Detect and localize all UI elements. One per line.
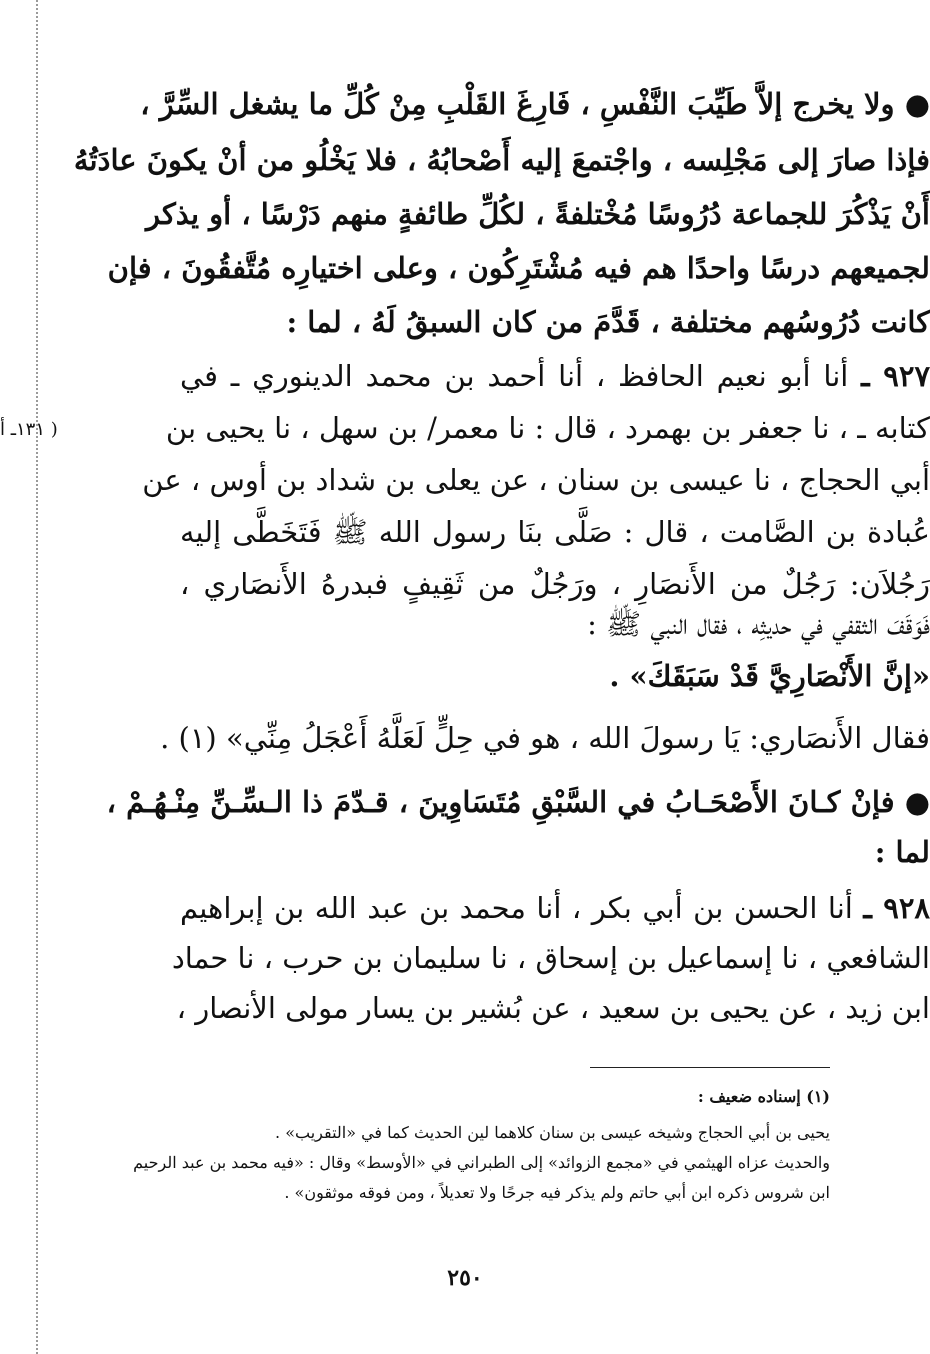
paragraph2-line-2: لما :	[874, 835, 930, 869]
hadith927-line-2: كتابه ـ ، نا جعفر بن بهمرد ، قال : نا معمر/ بن سهل ، نا يحيى بن	[165, 411, 930, 445]
footnote-separator	[590, 1067, 830, 1068]
page-number: ٢٥٠	[447, 1265, 483, 1291]
paragraph2-line-1: ● فإنْ كـانَ الأَصْحَـابُ في السَّبْقِ مُتَسَاوِينَ ، قـدّمَ ذا الـسِّـنِّ مِنْـهُـمْ ،	[106, 785, 930, 819]
hadith927-line-3: أبي الحجاج ، نا عيسى بن سنان ، عن يعلى بن شداد بن أوس ، عن	[142, 463, 930, 497]
hadith-number-928: ٩٢٨ ـ	[863, 891, 930, 925]
hadith-number-927: ٩٢٧ ـ	[861, 359, 930, 393]
hadith927-line-6: فَوَقَفَ الثقفي في حديثِه ، فقال النبي ﷺ :	[587, 607, 930, 641]
hadith928-line-1: ٩٢٨ ـ أنا الحسن بن أبي بكر ، أنا محمد بن عبد الله بن إبراهيم	[180, 891, 930, 925]
bullet-icon: ●	[904, 785, 930, 819]
footnote-line-3: ابن شروس ذكره ابن أبي حاتم ولم يذكر فيه جرحًا ولا تعديلاً ، ومن فوقه موثقون» .	[284, 1183, 830, 1202]
footnote-line-2: والحديث عزاه الهيثمي في «مجمع الزوائد» إلى الطبراني في «الأوسط» وقال : «فيه محمد بن عبد الرحيم	[133, 1153, 830, 1172]
page-edge-dotted-line	[36, 0, 38, 1354]
hadith928-line-2: الشافعي ، نا إسماعيل بن إسحاق ، نا سليمان بن حرب ، نا حماد	[171, 941, 930, 975]
hadith927-reply: فقال الأَنصَاري: يَا رسولَ الله ، هو في حِلٍّ لَعَلَّهُ أَعْجَلُ مِنِّي» (١) .	[160, 721, 930, 755]
paragraph1-line-1: ● ولا يخرج إلاَّ طَيِّبَ النَّفْسِ ، فَارِغَ القَلْبِ مِنْ كُلِّ ما يشغل السِّرَّ ،	[140, 87, 930, 121]
footnote-heading: (١) إسناده ضعيف :	[697, 1087, 830, 1106]
hadith928-line-3: ابن زيد ، عن يحيى بن سعيد ، عن بُشير بن يسار مولى الأنصار ،	[176, 991, 930, 1025]
paragraph1-line-3: أَنْ يَذْكُرَ للجماعة دُرُوسًا مُخْتلفةً ، لكُلِّ طائفةٍ منهم دَرْسًا ، أو يذكر	[145, 197, 930, 231]
paragraph1-line-5: كانت دُرُوسُهم مختلفة ، قَدَّمَ من كان السبقُ لَهُ ، لما :	[286, 305, 930, 339]
hadith927-line-5: رَجُلاَن: رَجُلٌ من الأَنصَارِ ، ورَجُلٌ من ثَقِيفٍ فبدرهُ الأَنصَاري ،	[180, 567, 930, 601]
bullet-icon: ●	[904, 87, 930, 121]
paragraph1-line-4: لجميعهم درسًا واحدًا هم فيه مُشْتَرِكُون ، وعلى اختيارِه مُتَّفقُونَ ، فإن	[107, 251, 930, 285]
hadith927-line-4: عُبادة بن الصَّامت ، قال : صَلَّى بنَا رسول الله ﷺ فَتَخَطَّى إليه	[180, 515, 930, 549]
hadith927-line-1: ٩٢٧ ـ أنا أبو نعيم الحافظ ، أنا أحمد بن محمد الدينوري ـ في	[180, 359, 930, 393]
margin-manuscript-reference: ( ١٣١ـ أ	[0, 419, 58, 440]
paragraph1-line-2: فإذا صارَ إلى مَجْلِسه ، واجْتمعَ إليه أَصْحابُهُ ، فلا يَخْلُو من أنْ يكونَ عادَتُهُ	[73, 143, 930, 177]
hadith927-quote: «إنَّ الأَنْصَارِيَّ قَدْ سَبَقَكَ» .	[609, 659, 930, 693]
footnote-line-1: يحيى بن أبي الحجاج وشيخه عيسى بن سنان كلاهما لين الحديث كما في «التقريب» .	[275, 1123, 830, 1142]
